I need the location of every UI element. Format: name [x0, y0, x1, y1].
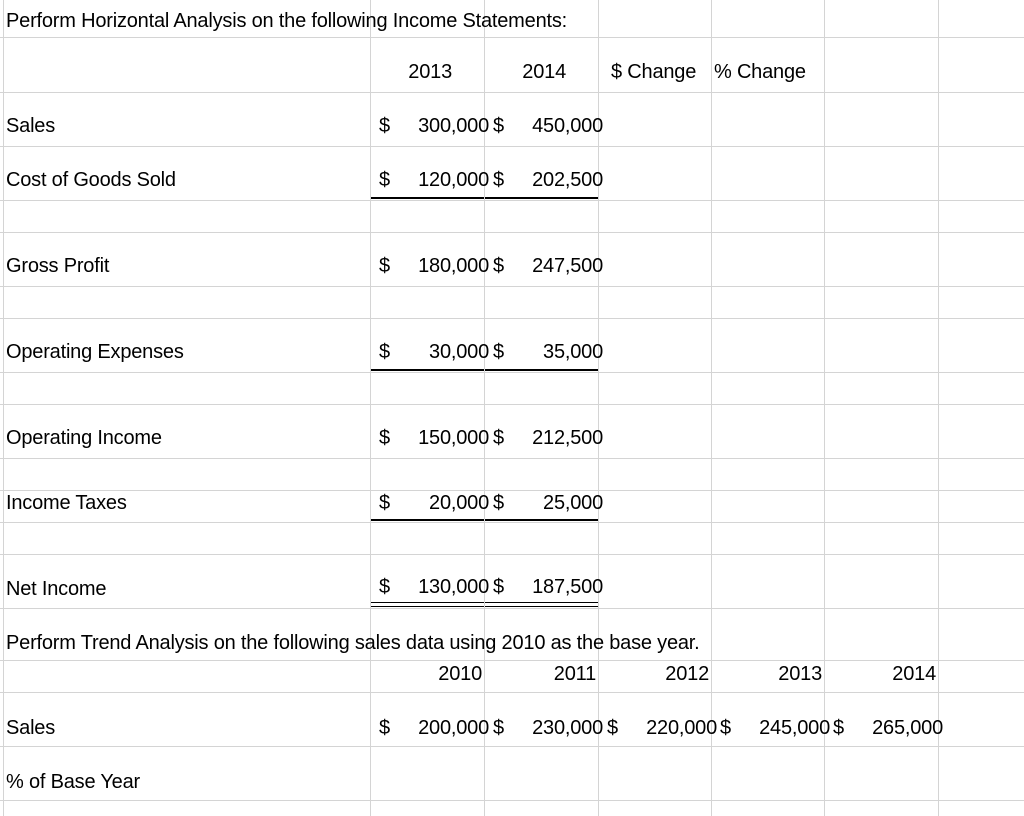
gross-profit-2013-cell	[379, 254, 489, 278]
cogs-2013-value: 120,000	[418, 169, 489, 191]
trend-sales-2013-cell	[720, 716, 830, 740]
grid-line	[0, 200, 1024, 201]
grid-line	[0, 692, 1024, 693]
double-underline	[485, 606, 598, 607]
row-label-income-taxes: Income Taxes	[6, 492, 127, 514]
trend-sales-2011-value: 230,000	[532, 717, 603, 739]
underline	[371, 197, 484, 199]
underline	[485, 197, 598, 199]
header-dollar-change: $ Change	[611, 61, 697, 83]
grid-line	[370, 0, 371, 816]
net-income-2014-value: 187,500	[532, 576, 603, 598]
row-label-cogs: Cost of Goods Sold	[6, 169, 176, 191]
double-underline	[371, 606, 484, 607]
sales-2014-value: 450,000	[532, 115, 603, 137]
trend-sales-2013-value: 245,000	[759, 717, 830, 739]
grid-line	[0, 522, 1024, 523]
cogs-2014-value: 202,500	[532, 169, 603, 191]
grid-line	[0, 372, 1024, 373]
grid-line	[0, 800, 1024, 801]
currency-symbol: $	[379, 341, 390, 363]
underline	[485, 369, 598, 371]
currency-symbol: $	[493, 492, 504, 514]
opex-2014-value: 35,000	[543, 341, 603, 363]
trend-sales-2011-cell	[493, 716, 603, 740]
net-income-2013-value: 130,000	[418, 576, 489, 598]
grid-line	[0, 146, 1024, 147]
currency-symbol: $	[379, 492, 390, 514]
cogs-2014-cell	[493, 168, 603, 192]
op-income-2013-value: 150,000	[418, 427, 489, 449]
gross-profit-2014-cell	[493, 254, 603, 278]
row-label-operating-expenses: Operating Expenses	[6, 341, 184, 363]
grid-line	[0, 608, 1024, 609]
trend-sales-2012-value: 220,000	[646, 717, 717, 739]
trend-sales-2014-cell	[833, 716, 943, 740]
taxes-2014-value: 25,000	[543, 492, 603, 514]
grid-line	[3, 0, 4, 816]
taxes-2013-value: 20,000	[429, 492, 489, 514]
row-label-net-income: Net Income	[6, 578, 107, 600]
horizontal-title: Perform Horizontal Analysis on the following Income Statements:	[6, 10, 568, 32]
grid-line	[0, 660, 1024, 661]
currency-symbol: $	[493, 115, 504, 137]
currency-symbol: $	[493, 169, 504, 191]
currency-symbol: $	[493, 427, 504, 449]
grid-line	[0, 318, 1024, 319]
grid-line	[0, 92, 1024, 93]
double-underline	[485, 602, 598, 603]
trend-title: Perform Trend Analysis on the following sales data using 2010 as the base year.	[6, 632, 700, 654]
underline	[371, 519, 484, 521]
opex-2013-value: 30,000	[429, 341, 489, 363]
op-income-2013-cell	[379, 426, 489, 450]
grid-line	[938, 0, 939, 816]
gross-profit-2014-value: 247,500	[532, 255, 603, 277]
row-label-operating-income: Operating Income	[6, 427, 162, 449]
currency-symbol: $	[379, 717, 390, 739]
grid-line	[824, 0, 825, 816]
row-label-sales: Sales	[6, 115, 56, 137]
header-2014: 2014	[522, 61, 566, 83]
opex-2013-cell	[379, 340, 489, 364]
trend-sales-2014-value: 265,000	[872, 717, 943, 739]
currency-symbol: $	[493, 341, 504, 363]
op-income-2014-value: 212,500	[532, 427, 603, 449]
header-percent-change: % Change	[714, 61, 806, 83]
trend-year-2013: 2013	[778, 663, 822, 685]
underline	[485, 519, 598, 521]
gross-profit-2013-value: 180,000	[418, 255, 489, 277]
currency-symbol: $	[379, 169, 390, 191]
sales-2014-cell	[493, 114, 603, 138]
grid-line	[0, 746, 1024, 747]
trend-year-2011: 2011	[553, 663, 596, 685]
currency-symbol: $	[493, 717, 504, 739]
trend-year-2010: 2010	[438, 663, 482, 685]
trend-sales-2012-cell	[607, 716, 717, 740]
taxes-2013-cell	[379, 491, 489, 515]
trend-sales-label: Sales	[6, 717, 56, 739]
grid-line	[0, 404, 1024, 405]
trend-base-year-label: % of Base Year	[6, 771, 140, 793]
trend-year-2012: 2012	[665, 663, 709, 685]
op-income-2014-cell	[493, 426, 603, 450]
taxes-2014-cell	[493, 491, 603, 515]
cogs-2013-cell	[379, 168, 489, 192]
currency-symbol: $	[833, 717, 844, 739]
grid-line	[0, 232, 1024, 233]
header-2013: 2013	[408, 61, 452, 83]
currency-symbol: $	[493, 576, 504, 598]
currency-symbol: $	[379, 427, 390, 449]
opex-2014-cell	[493, 340, 603, 364]
trend-year-2014: 2014	[892, 663, 936, 685]
sales-2013-value: 300,000	[418, 115, 489, 137]
grid-line	[0, 458, 1024, 459]
grid-line	[0, 554, 1024, 555]
double-underline	[371, 602, 484, 603]
net-income-2013-cell	[379, 575, 489, 599]
currency-symbol: $	[379, 255, 390, 277]
sales-2013-cell	[379, 114, 489, 138]
grid-line	[0, 37, 1024, 38]
currency-symbol: $	[607, 717, 618, 739]
trend-sales-2010-value: 200,000	[418, 717, 489, 739]
underline	[371, 369, 484, 371]
grid-line	[711, 0, 712, 816]
net-income-2014-cell	[493, 575, 603, 599]
currency-symbol: $	[720, 717, 731, 739]
currency-symbol: $	[493, 255, 504, 277]
row-label-gross-profit: Gross Profit	[6, 255, 110, 277]
grid-line	[0, 286, 1024, 287]
trend-sales-2010-cell	[379, 716, 489, 740]
currency-symbol: $	[379, 576, 390, 598]
currency-symbol: $	[379, 115, 390, 137]
